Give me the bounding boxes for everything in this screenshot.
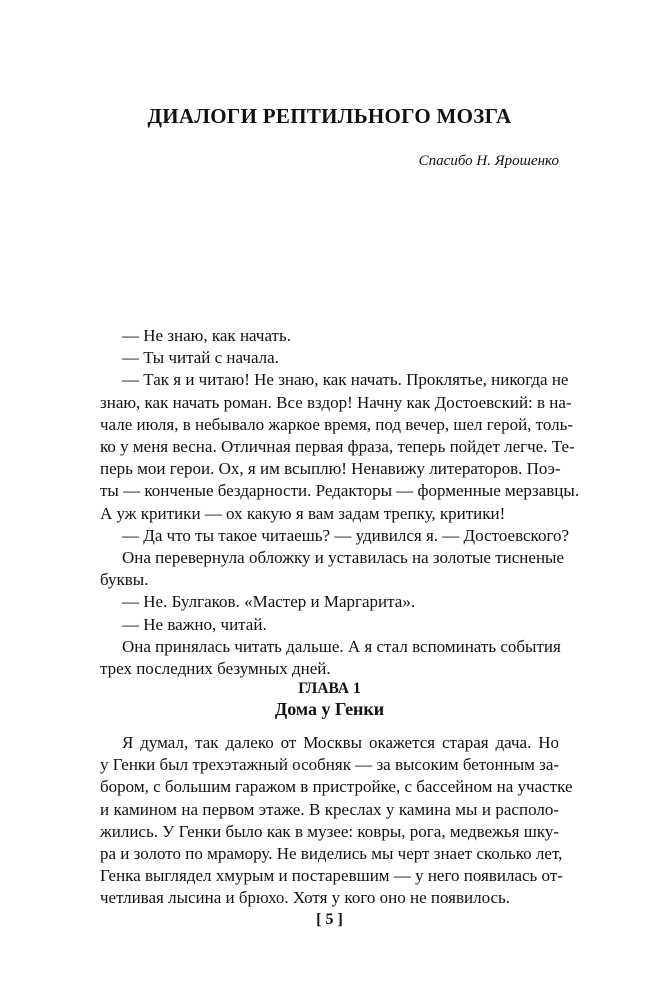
text-line: и камином на первом этаже. В креслах у камина мы и располо- — [100, 799, 559, 819]
text-line: четливая лысина и брюхо. Хотя у кого оно не появилось. — [100, 888, 511, 908]
epigraph: Спасибо Н. Ярошенко — [418, 153, 559, 169]
text-line: бором, с большим гаражом в пристройке, с бассейном на участке — [100, 777, 573, 797]
text-line: — Так я и читаю! Не знаю, как начать. Проклятье, никогда не — [122, 370, 569, 390]
chapter-text — [100, 732, 573, 910]
text-line: у Генки был трехэтажный особняк — за высоким бетонным за- — [100, 755, 560, 775]
text-line: Я думал, так далеко от Москвы окажется старая дача. Но — [122, 733, 559, 752]
text-line: Генка выглядел хмурым и постаревшим — у него появилась от- — [100, 866, 563, 886]
text-line: А уж критики — ох какую я вам задам трепку, критики! — [100, 503, 506, 523]
text-line: ко у меня весна. Отличная первая фраза, теперь пойдет легче. Те- — [100, 437, 575, 457]
book-title: ДИАЛОГИ РЕПТИЛЬНОГО МОЗГА — [147, 104, 512, 128]
text-line: Она перевернула обложку и уставилась на золотые тисненые — [122, 548, 565, 568]
chapter-title: Дома у Генки — [274, 699, 385, 719]
chapter-number: ГЛАВА 1 — [298, 680, 361, 697]
text-line: — Не важно, читай. — [122, 614, 267, 634]
text-line: трех последних безумных дней. — [100, 659, 331, 679]
text-line: чале июля, в небывало жаркое время, под вечер, шел герой, толь- — [100, 414, 574, 434]
page-number: [ 5 ] — [316, 911, 343, 928]
text-line: Она принялась читать дальше. А я стал вспоминать события — [122, 636, 561, 656]
text-line: буквы. — [100, 570, 149, 590]
text-line: ра и золото по мрамору. Не виделись мы черт знает сколько лет, — [100, 844, 563, 864]
text-line: жились. У Генки было как в музее: ковры, рога, медвежья шку- — [100, 821, 559, 841]
text-line: ты — конченые бездарности. Редакторы — форменные мерзавцы. — [100, 481, 580, 501]
text-line: — Да что ты такое читаешь? — удивился я. — Достоевского? — [122, 525, 570, 545]
text-line: — Не. Булгаков. «Мастер и Маргарита». — [122, 592, 416, 612]
text-line: перь мои герои. Ох, я им всыплю! Ненавижу литераторов. Поэ- — [100, 459, 561, 479]
text-line: — Ты читай с начала. — [122, 348, 279, 368]
prologue-text — [100, 325, 580, 680]
text-line: — Не знаю, как начать. — [122, 326, 291, 345]
text-line: знаю, как начать роман. Все вздор! Начну как Достоевский: в на- — [100, 392, 572, 412]
